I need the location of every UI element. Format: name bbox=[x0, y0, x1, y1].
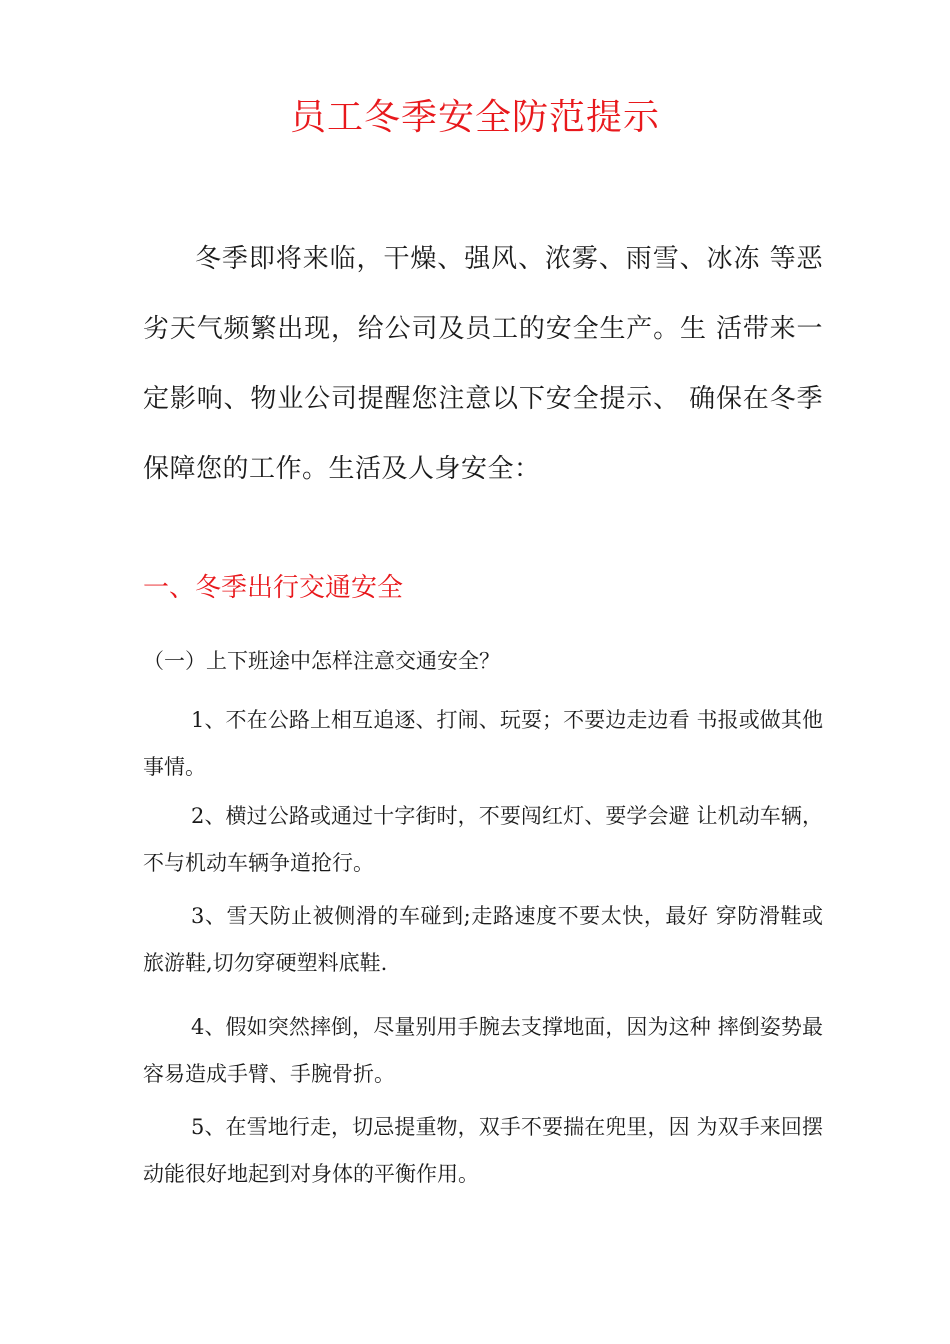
list-item: 4、假如突然摔倒，尽量别用手腕去支撑地面，因为这种 摔倒姿势最容易造成手臂、手腕骨折。 bbox=[143, 1015, 823, 1086]
list-item: 1、不在公路上相互追逐、打闹、玩耍；不要边走边看 书报或做其他事情。 bbox=[143, 708, 823, 779]
list-item: 3、雪天防止被侧滑的车碰到;走路速度不要太快，最好 穿防滑鞋或旅游鞋,切勿穿硬塑料底鞋. bbox=[143, 904, 823, 975]
list-item: 5、在雪地行走，切忌提重物，双手不要揣在兜里，因 为双手来回摆动能很好地起到对身体的平衡作用。 bbox=[143, 1115, 823, 1186]
list-item: 2、横过公路或通过十字街时，不要闯红灯、要学会避 让机动车辆，不与机动车辆争道抢行。 bbox=[143, 804, 823, 875]
document-title: 员工冬季安全防范提示 bbox=[289, 97, 660, 138]
intro-paragraph: 冬季即将来临，干燥、强风、浓雾、雨雪、冰冻 等恶劣天气频繁出现，给公司及员工的安全生产。生 活带来一定影响、物业公司提醒您注意以下安全提示、 确保在冬季保障您的工作。生活及人身安全： bbox=[143, 244, 823, 484]
section-subheading: （一）上下班途中怎样注意交通安全？ bbox=[143, 649, 500, 673]
section-heading: 一、冬季出行交通安全 bbox=[143, 573, 404, 603]
